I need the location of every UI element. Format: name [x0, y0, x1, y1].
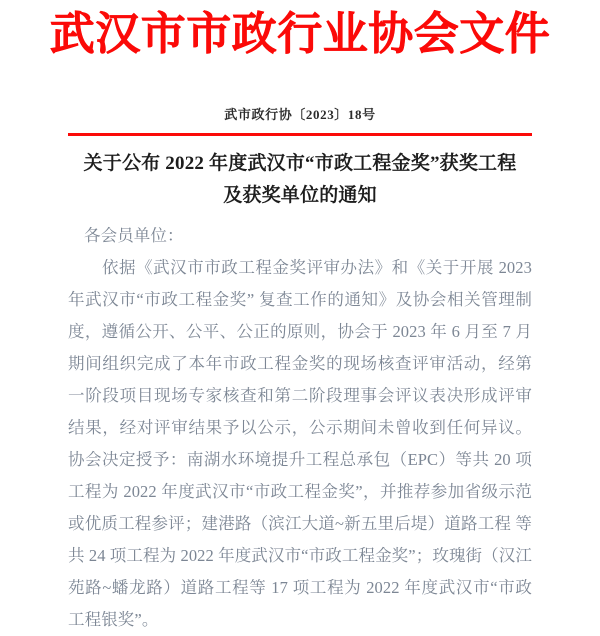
red-separator-rule — [68, 133, 532, 136]
document-title-line-2: 及获奖单位的通知 — [223, 185, 377, 206]
salutation: 各会员单位： — [84, 226, 184, 245]
masthead-title: 武汉市市政行业协会文件 — [49, 9, 551, 59]
document-number: 武市政行协〔2023〕18号 — [224, 107, 376, 122]
body-paragraph: 依据《武汉市市政工程金奖评审办法》和《关于开展 2023 年武汉市“市政工程金奖” 复查工作的通知》及协会相关管理制度，遵循公开、公平、公正的原则，协会于 2023 年 6 月至 7 月期间组织完成了本年市政工程金奖的现场核查评审活动，经第一阶段项目现场专家核查和第二阶段理事会评议表决形成评审结果，经对评审结果予以公示，公示期间未曾收到任何异议。协会决定授予：南湖水环境提升工程总承包（EPC）等共 20 项工程为 2022 年度武汉市“市政工程金奖”，并推荐参加省级示范或优质工程参评；建港路（滨江大道~新五里后堤）道路工程 等共 24 项工程为 2022 年度武汉市“市政工程金奖”；玫瑰街（汉江苑路~蟠龙路）道路工程等 17 项工程为 2022 年度武汉市“市政工程银奖”。 — [68, 258, 532, 629]
document-title-line-1: 关于公布 2022 年度武汉市“市政工程金奖”获奖工程 — [83, 153, 517, 174]
document-title — [68, 148, 532, 212]
document-body — [68, 220, 532, 636]
document-masthead — [0, 6, 600, 62]
